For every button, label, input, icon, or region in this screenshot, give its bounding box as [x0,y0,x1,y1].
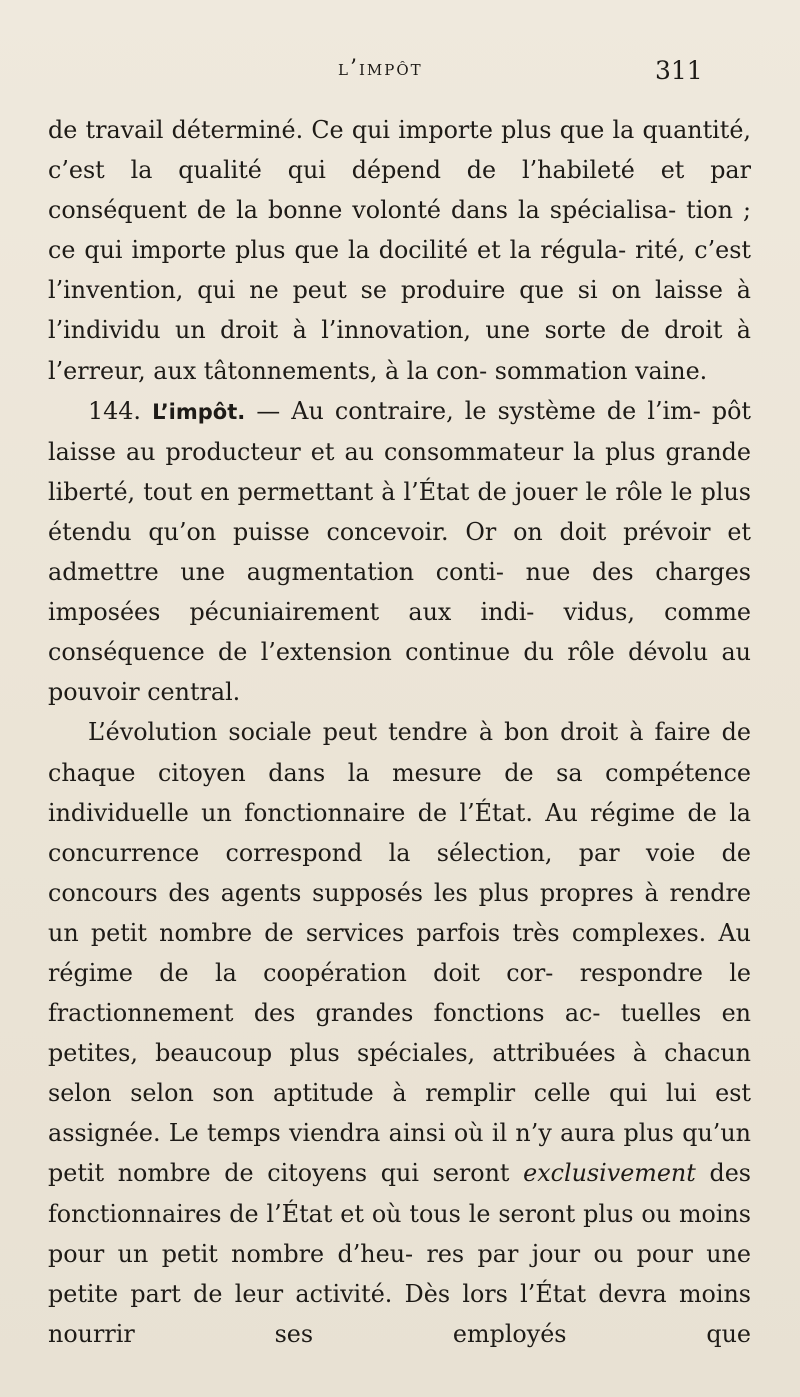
running-title: l’impôt [338,56,423,81]
paragraph-text-after-italic: des fonctionnaires de l’État et où tous le seront plus ou moins pour un petit nombre d’heu- res par jour ou pour une petite part de leur activité. Dès lors l’État devra moins nourrir ses employés que [48,1159,751,1348]
paragraph-section-144 [48,391,751,713]
body-text [48,110,751,1354]
paragraph-text-before-italic: L’évolution sociale peut tendre à bon droit à faire de chaque citoyen dans la mesure de sa compétence individuelle un fonctionnaire de l’État. Au régime de la concurrence correspond la sélection, par voie de concours des agents supposés les plus propres à rendre un petit nombre de services parfois très complexes. Au régime de la coopération doit cor- respondre le fractionnement des grandes fonctions ac- tuelles en petites, beaucoup plus spéciales, attribuées à chacun selon selon son aptitude à remplir celle qui lui est assignée. Le temps viendra ainsi où il n’y aura plus qu’un petit nombre de citoyens qui seront [48,718,751,1188]
page-number: 311 [655,56,703,85]
section-text: — Au contraire, le système de l’im- pôt laisse au producteur et au consommateur la plus grande liberté, tout en permettant à l’État de jouer le rôle le plus étendu qu’on puisse concevoir. Or on doit prévoir et admettre une augmentation conti- nue des charges imposées pécuniairement aux indi- vidus, comme conséquence de l’extension continue du rôle dévolu au pouvoir central. [48,396,751,707]
section-number: 144. [88,396,141,425]
running-head [0,56,800,96]
section-title: L’impôt. [152,399,246,424]
italic-word: exclusivement [523,1159,696,1188]
paragraph-continuation: de travail déterminé. Ce qui importe plus que la quantité, c’est la qualité qui dépend de l’habileté et par conséquent de la bonne volonté dans la spécialisa- tion ; ce qui importe plus que la docilité et la régula- rité, c’est l’invention, qui ne peut se produire que si on laisse à l’individu un droit à l’innovation, une sorte de droit à l’erreur, aux tâtonnements, à la con- sommation vaine. [48,116,751,385]
paragraph-evolution [48,712,751,1354]
